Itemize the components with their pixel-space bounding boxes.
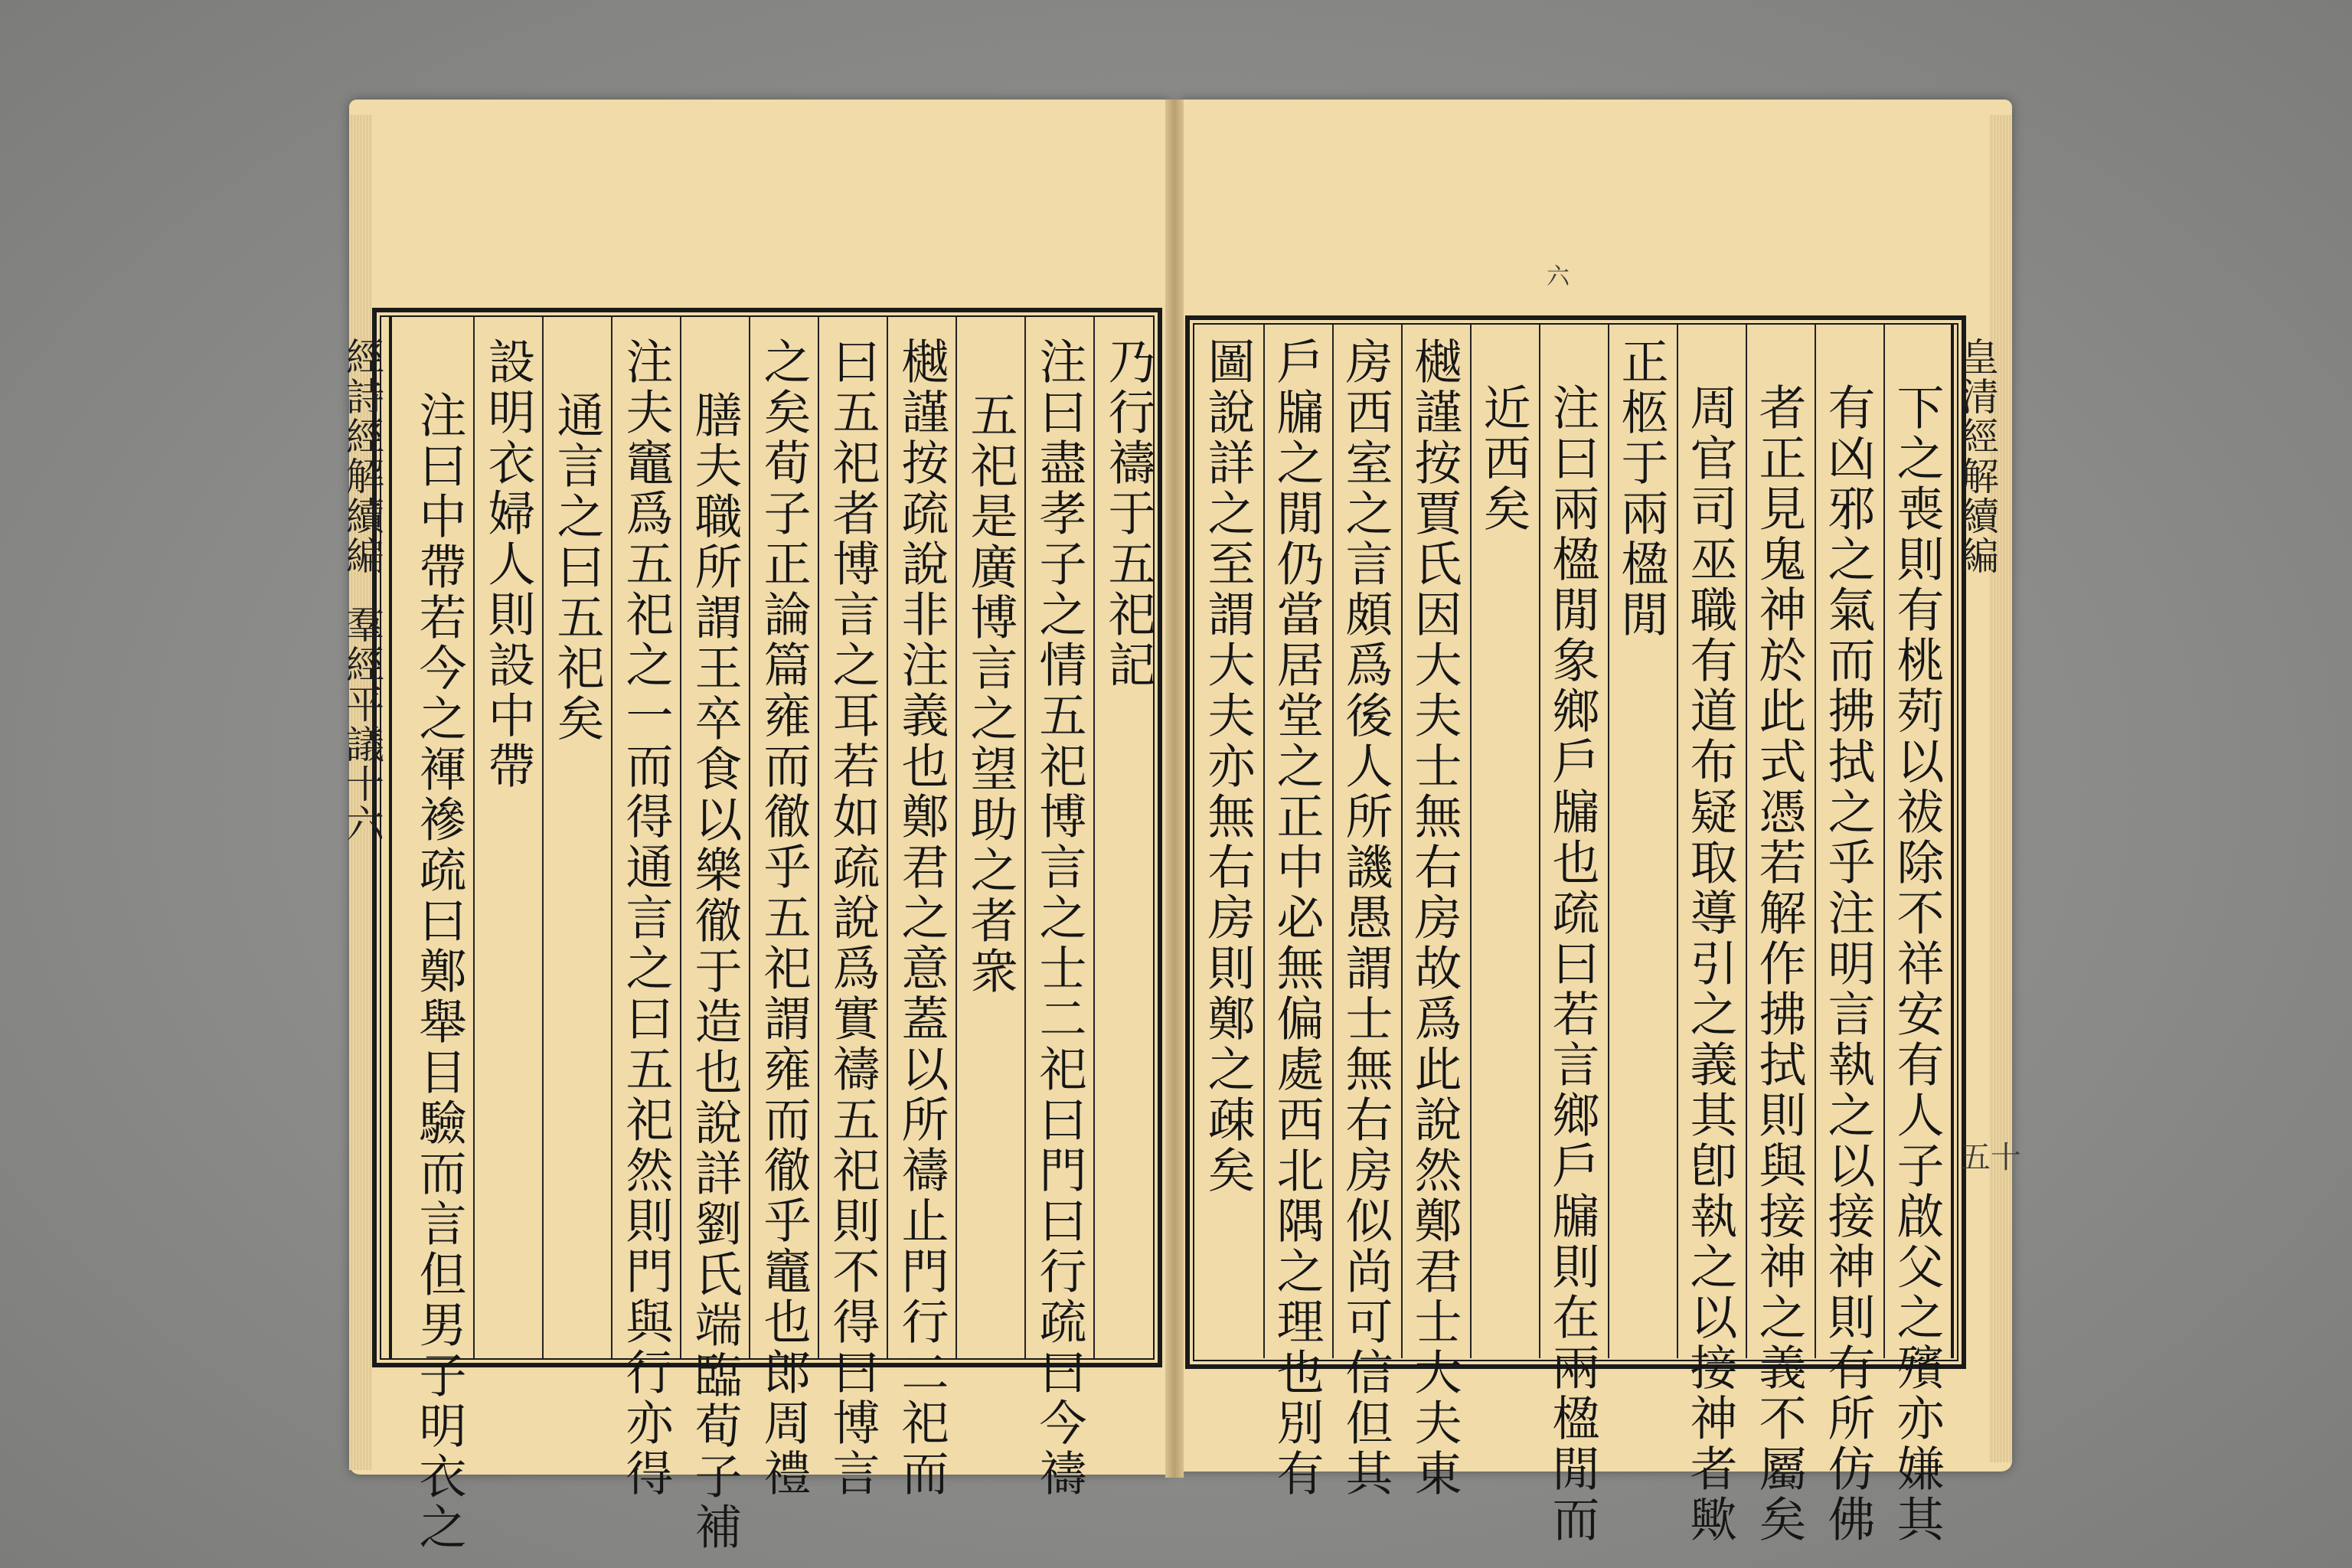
text-column-11: 注曰中帶若今之褌襂疏曰鄭舉目驗而言但男子明衣之 xyxy=(411,390,467,1553)
column-rule xyxy=(887,317,888,1358)
right-folio-top: 六 xyxy=(1547,263,1570,290)
text-column-4: 樾謹按疏說非注義也鄭君之意蓋以所禱止門行二祀而 xyxy=(893,337,949,1499)
text-column-14: 者正見鬼神於此式憑若解作拂拭則與接神之義不屬矣 xyxy=(1751,383,1807,1545)
text-column-21: 戶牖之閒仍當居堂之正中必無偏處西北隅之理也別有 xyxy=(1269,337,1325,1499)
column-rule xyxy=(473,317,475,1358)
text-column-12: 下之喪則有桃茢以祓除不祥安有人子啟父之殯亦嫌其 xyxy=(1889,383,1945,1545)
column-rule xyxy=(749,317,750,1358)
column-rule xyxy=(1263,325,1265,1358)
text-column-5: 曰五祀者博言之耳若如疏說爲實禱五祀則不得曰博言 xyxy=(825,337,880,1499)
right-spine-rule xyxy=(1951,325,1954,1358)
column-rule xyxy=(611,317,612,1358)
text-column-2: 注曰盡孝子之情五祀博言之士二祀曰門曰行疏曰今禱 xyxy=(1031,337,1087,1499)
column-rule xyxy=(542,317,544,1358)
text-column-16: 正柩于兩楹閒 xyxy=(1613,337,1669,640)
text-column-15: 周官司巫職有道布疑取導引之義其卽執之以接神者歟 xyxy=(1682,383,1738,1545)
left-spine-rule xyxy=(389,317,392,1358)
column-rule xyxy=(818,317,819,1358)
column-rule xyxy=(1815,325,1816,1358)
text-column-22: 圖說詳之至謂大夫亦無右房則鄭之疎矣 xyxy=(1200,337,1256,1196)
column-rule xyxy=(1608,325,1609,1358)
left-spine-subtitle: 羣經平議十六 xyxy=(340,605,384,844)
column-rule xyxy=(956,317,957,1358)
text-column-6: 之矣荀子正論篇雍而徹乎五祀謂雍而徹乎竈也郎周禮 xyxy=(756,337,812,1499)
column-rule xyxy=(1746,325,1747,1358)
text-column-19: 樾謹按賈氏因大夫士無右房故爲此說然鄭君士大夫東 xyxy=(1406,337,1462,1499)
book-gutter xyxy=(1165,100,1184,1478)
column-rule xyxy=(1470,325,1472,1358)
column-rule xyxy=(1883,325,1885,1358)
column-rule xyxy=(1332,325,1334,1358)
left-spine-title: 經詩經解續編 xyxy=(340,337,384,576)
text-column-7: 膳夫職所謂王卒食以樂徹于造也說詳劉氏端臨荀子補 xyxy=(687,390,743,1553)
text-column-9: 通言之曰五祀矣 xyxy=(549,390,605,744)
text-column-13: 有凶邪之氣而拂拭之乎注明言執之以接神則有所仿佛 xyxy=(1820,383,1876,1545)
column-rule xyxy=(1401,325,1403,1358)
text-column-3: 五祀是廣博言之望助之者衆 xyxy=(962,390,1018,997)
column-rule xyxy=(1539,325,1540,1358)
column-rule xyxy=(1677,325,1678,1358)
right-folio-bottom: 五十 xyxy=(1960,1140,2021,1175)
text-column-18: 近西矣 xyxy=(1475,383,1531,534)
column-rule xyxy=(1024,317,1026,1358)
text-column-1: 乃行禱于五祀記 xyxy=(1100,337,1156,691)
text-column-8: 注夫竈爲五祀之一而得通言之曰五祀然則門與行亦得 xyxy=(618,337,674,1499)
right-page-edges xyxy=(1989,115,2012,1462)
column-rule xyxy=(1093,317,1095,1358)
text-column-20: 房西室之言頗爲後人所譏愚謂士無右房似尚可信但其 xyxy=(1338,337,1393,1499)
right-spine-title: 皇清經解續編 xyxy=(1955,337,1999,576)
text-column-10: 設明衣婦人則設中帶 xyxy=(480,337,536,792)
column-rule xyxy=(680,317,681,1358)
text-column-17: 注曰兩楹閒象鄉戶牖也疏曰若言鄉戶牖則在兩楹閒而 xyxy=(1544,383,1600,1545)
